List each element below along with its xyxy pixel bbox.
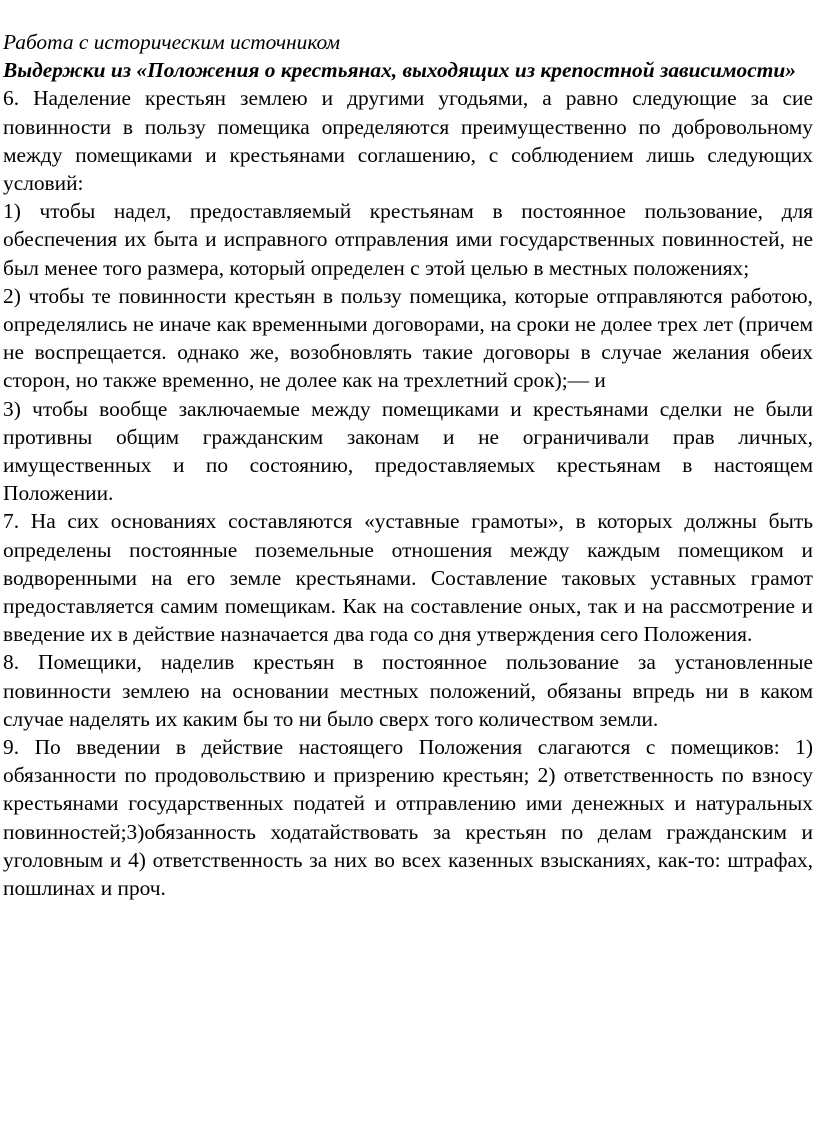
document-subtitle: Работа с историческим источником (3, 30, 341, 54)
paragraph-6: 6. Наделение крестьян землею и другими угодьями, а равно следующие за сие повинности в пользу помещика определяются преимущественно по добровольному между помещиками и крестьянами соглашению, с соблюдением лишь следующих условий: (3, 86, 813, 196)
paragraph-9: 9. По введении в действие настоящего Положения слагаются с помещиков: 1) обязанности по продовольствию и призрению крестьян; 2) ответственность по взносу крестьянами государственных податей и отправлению ими денежных и натуральных повинностей;3)обязанность ходатайствовать за крестьян по делам гражданским и уголовным и 4) ответственность за них во всех казенных взысканиях, как-то: штрафах, пошлинах и проч. (3, 735, 813, 901)
paragraph-condition-3: 3) чтобы вообще заключаемые между помещиками и крестьянами сделки не были противны общим гражданским законам и не ограничивали прав личных, имущественных и по состоянию, предоставляемых крестьянам в настоящем Положении. (3, 396, 813, 506)
document-title: Выдержки из «Положения о крестьянах, выходящих из крепостной зависимости» (3, 58, 796, 83)
paragraph-condition-2: 2) чтобы те повинности крестьян в пользу помещика, которые отправляются работою, определялись не иначе как временными договорами, на сроки не долее трех лет (причем не воспрещается. однако же, возобновлять такие договоры в случае желания обеих сторон, но также временно, не долее как на трехлетний срок);— и (3, 283, 813, 393)
paragraph-8: 8. Помещики, наделив крестьян в постоянное пользование за установленные повинности землею на основании местных положений, обязаны впредь ни в каком случае наделять их каким бы то ни было сверх того количеством земли. (3, 650, 813, 731)
paragraph-condition-1: 1) чтобы надел, предоставляемый крестьянам в постоянное пользование, для обеспечения их быта и исправного отправления ими государственных повинностей, не был менее того размера, который определен с этой целью в местных положениях; (3, 199, 813, 280)
paragraph-7: 7. На сих основаниях составляются «уставные грамоты», в которых должны быть определены постоянные поземельные отношения между каждым помещиком и водворенными на его земле крестьянами. Составление таковых уставных грамот предоставляется самим помещикам. Как на составление оных, так и на рассмотрение и введение их в действие назначается два года со дня утверждения сего Положения. (3, 509, 813, 647)
document-body (3, 28, 813, 902)
